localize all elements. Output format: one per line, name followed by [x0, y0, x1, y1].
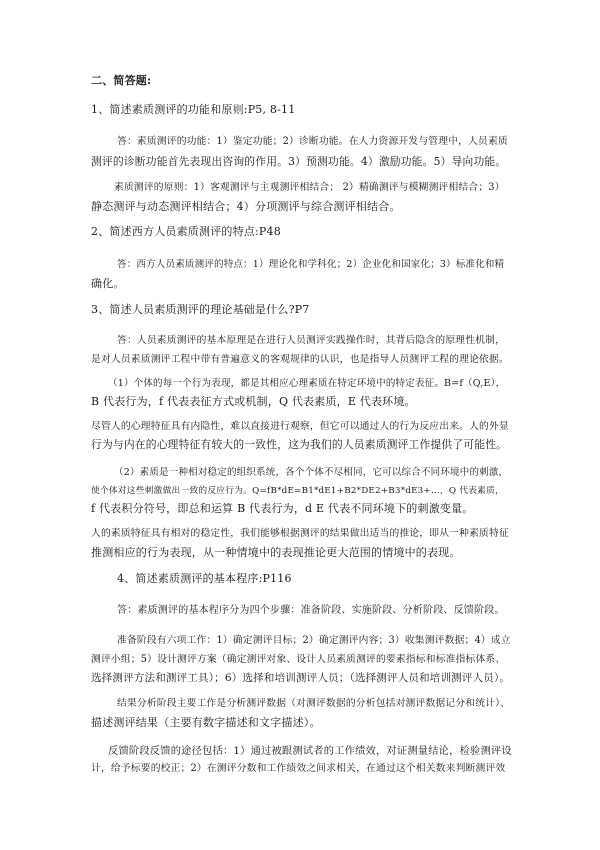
q4-result-line-1: 结果分析阶段主要工作是分析测评数据（对测评数据的分析包括对测评数据记分和统计）、 [117, 698, 511, 709]
q3-point-2-line-1: （2）素质是一种相对稳定的组织系统，各个个体不尽相同，它可以综合不同环境中的刺激， [114, 467, 509, 478]
question-1-title: 1、简述素质测评的功能和原则:P5, 8-11 [91, 103, 296, 116]
q4-result-line-2: 描述测评结果（主要有数字描述和文字描述）。 [91, 716, 321, 729]
q3-point-1-line-2: B 代表行为，f 代表表征方式或机制，Q 代表素质，E 代表环境。 [91, 395, 416, 408]
q1-answer-line-1: 答：素质测评的功能：1）鉴定功能；2）诊断功能。在人力资源开发与管理中，人员素质 [117, 136, 508, 147]
q3-answer-line-1: 答：人员素质测评的基本原理是在进行人员测评实践操作时，其背后隐含的原理性机制， [117, 335, 506, 346]
q4-prep-line-2: 测评小组；5）设计测评方案（确定测评对象、设计人员素质测评的要素指标和标准指标体系、 [91, 654, 506, 665]
q4-prep-line-3: 选择测评方法和测评工具）；6）选择和培训测评人员；（选择测评人员和培训测评人员）。 [91, 672, 511, 684]
q2-answer-line-1: 答：西方人员素质测评的特点：1）理论化和学科化；2）企业化和国家化；3）标准化和精 [117, 259, 505, 270]
q1-principle-line-1: 素质测评的原则：1）客观测评与主观测评相结合； 2）精确测评与模糊测评相结合；3） [114, 182, 505, 193]
question-2-title: 2、简述西方人员素质测评的特点:P48 [91, 225, 281, 238]
q2-answer-line-2: 确化。 [91, 277, 125, 290]
question-4-title: 4、简述素质测评的基本程序:P116 [117, 572, 292, 585]
q4-prep-line-1: 准备阶段有六项工作：1）确定测评目标；2）确定测评内容；3）收集测评数据；4）成立 [117, 635, 511, 646]
q3-point-2-line-3: f 代表积分符号，即总和运算 B 代表行为，d E 代表不同环境下的刺激变量。 [91, 502, 474, 515]
q4-feedback-line-1: 反馈阶段反馈的途径包括：1）通过被跟测试者的工作绩效，对证测量结论，检验测评设 [108, 745, 512, 757]
q4-feedback-line-2: 计，给予标要的校正；2）在测评分数和工作绩效之间求相关，在通过这个相关数来判断测评效 [91, 763, 506, 774]
q3-para-4-line-2: 推测相应的行为表现，从一种情境中的表现推论更大范围的情境中的表现。 [91, 546, 461, 559]
q3-para-2-line-1: 尽管人的心理特征具有内隐性，难以直接进行观察，但它可以通过人的行为反应出来。人的外显 [91, 421, 509, 432]
question-3-title: 3、简述人员素质测评的理论基础是什么?P7 [91, 303, 310, 316]
q3-answer-line-2: 是对人员素质测评工程中带有普遍意义的客观规律的认识，也是指导人员测评工程的理论依据。 [91, 354, 509, 365]
q3-para-2-line-2: 行为与内在的心理特征有较大的一致性，这为我们的人员素质测评工作提供了可能性。 [91, 438, 508, 451]
q3-para-4-line-1: 人的素质特征具有相对的稳定性，我们能够根据测评的结果做出适当的推论，即从一种素质特征 [91, 528, 509, 539]
q1-principle-line-2: 静态测评与动态测评相结合；4）分项测评与综合测评相结合。 [91, 200, 401, 213]
q3-point-1-line-1: （1）个体的每一个行为表现，都是其相应心理素质在特定环境中的特定表征。B=f（Q,E）， [108, 378, 506, 389]
q4-answer: 答：素质测评的基本程序分为四个步骤：准备阶段、实施阶段、分析阶段、反馈阶段。 [117, 605, 505, 616]
section-title: 二、简答题: [91, 74, 152, 87]
q3-point-2-line-2: 使个体对这些刺激做出一致的反应行为。Q=fB*dE=B1*dE1+B2*DE2+B3*dE3+…，Q 代表素质， [91, 486, 504, 496]
q1-answer-line-2: 测评的诊断功能首先表现出咨询的作用。3）预测功能。4）激励功能。5）导向功能。 [91, 155, 507, 168]
